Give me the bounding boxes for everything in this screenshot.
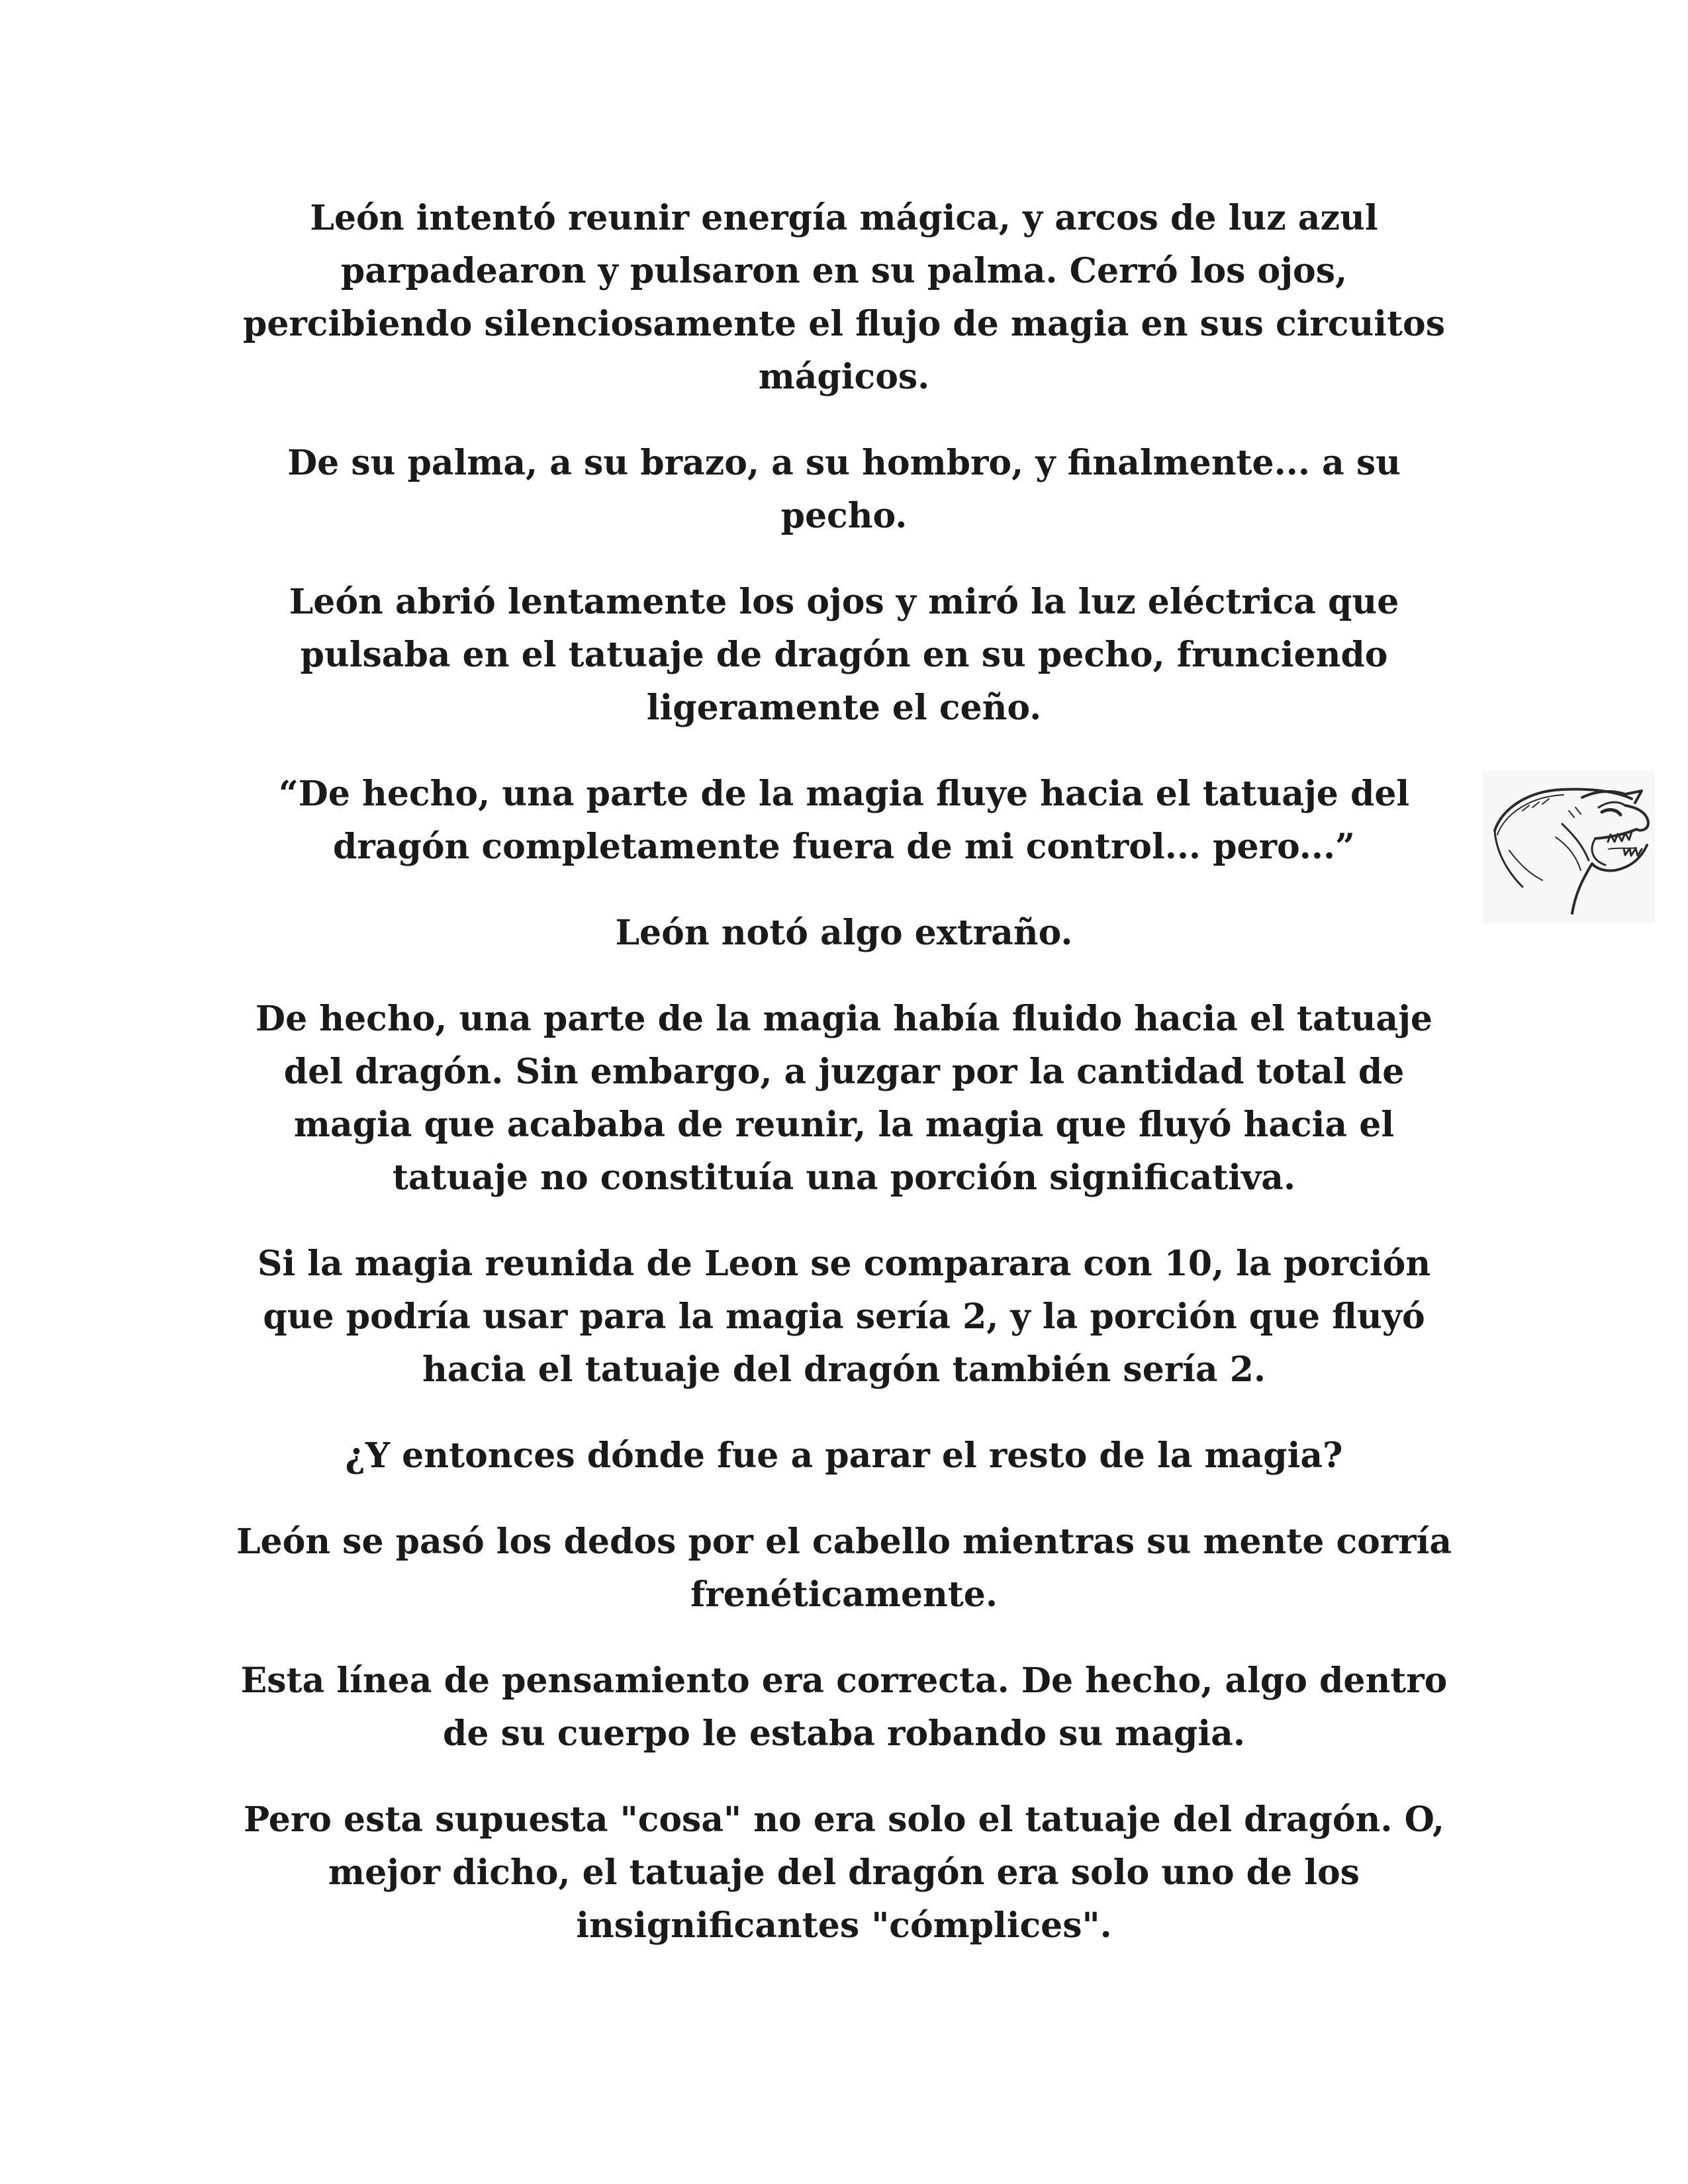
paragraph-3: León abrió lentamente los ojos y miró la luz eléctrica que pulsaba en el tatuaje de dragón en su pecho, frunciendo ligeramente el ceño. [289, 582, 1399, 728]
dragon-head-sketch-icon [1483, 771, 1655, 923]
paragraph-1: León intentó reunir energía mágica, y arcos de luz azul parpadearon y pulsaron en su palma. Cerró los ojos, percibiendo silenciosamente el flujo de magia en sus circuitos mágicos. [242, 198, 1446, 397]
paragraph-11: Pero esta supuesta "cosa" no era solo el tatuaje del dragón. O, mejor dicho, el tatuaje del dragón era solo uno de los insignificantes "cómplices". [244, 1799, 1444, 1946]
paragraph-5: León notó algo extraño. [615, 913, 1073, 953]
paragraph-7: Si la magia reunida de Leon se comparara con 10, la porción que podría usar para la magia sería 2, y la porción que fluyó hacia el tatuaje del dragón también sería 2. [257, 1244, 1431, 1390]
paragraph-6: De hecho, una parte de la magia había fluido hacia el tatuaje del dragón. Sin embargo, a juzgar por la cantidad total de magia que acababa de reunir, la magia que fluyó hacia el tatuaje no constituía una porción significativa. [255, 999, 1433, 1198]
paragraph-2: De su palma, a su brazo, a su hombro, y finalmente... a su pecho. [287, 443, 1401, 536]
paragraph-10: Esta línea de pensamiento era correcta. De hecho, algo dentro de su cuerpo le estaba robando su magia. [240, 1661, 1448, 1754]
paragraph-8: ¿Y entonces dónde fue a parar el resto de la magia? [345, 1435, 1343, 1476]
story-text [232, 192, 1456, 1985]
paragraph-4: “De hecho, una parte de la magia fluye hacia el tatuaje del dragón completamente fuera de mi control... pero...” [278, 774, 1410, 867]
paragraph-9: León se pasó los dedos por el cabello mientras su mente corría frenéticamente. [236, 1522, 1452, 1615]
